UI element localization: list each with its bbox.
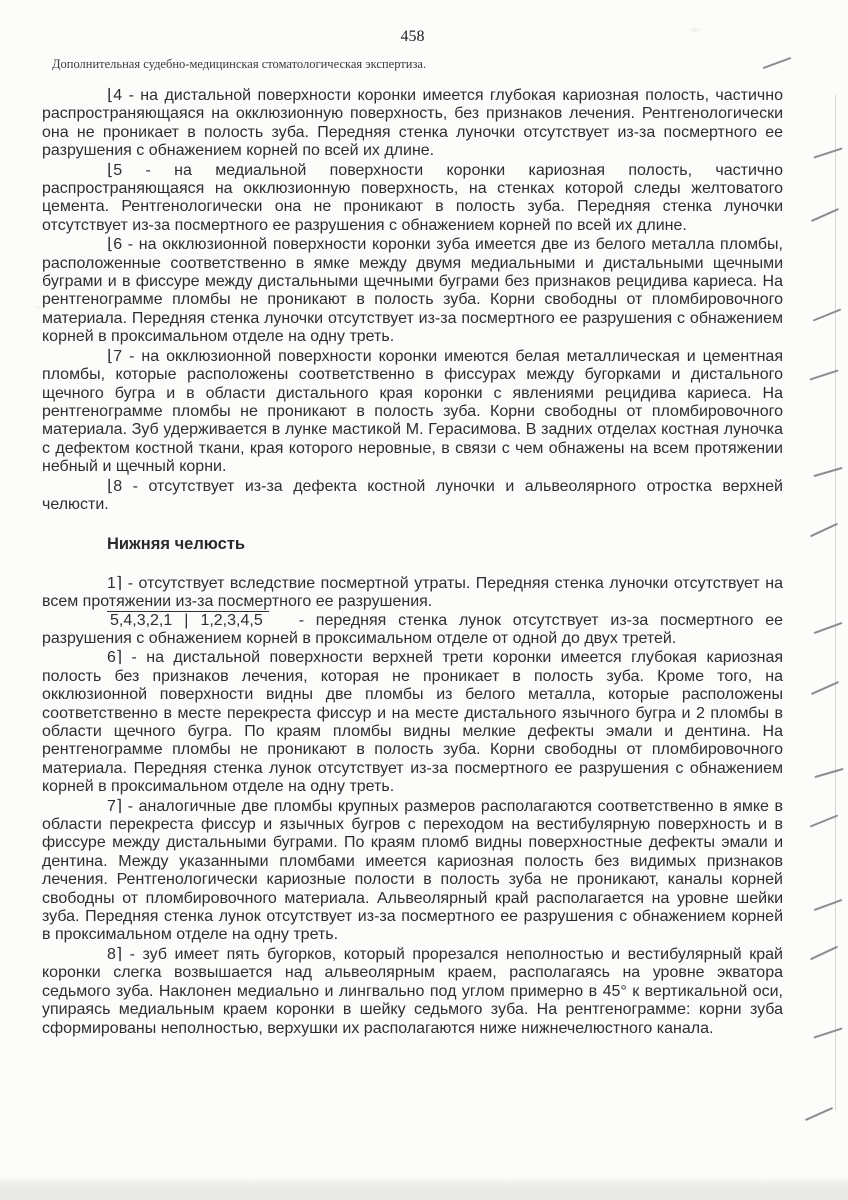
upper-jaw-paragraph-tooth-4 — [42, 86, 783, 161]
tooth-notation: ⌊4 — [107, 85, 123, 104]
binding-mark — [813, 467, 842, 477]
binding-mark — [813, 147, 842, 158]
palmer-notation-marker: ⌉ — [115, 572, 123, 592]
lower-jaw-paragraph-tooth-7 — [42, 797, 783, 945]
tooth-notation: 6⌉ — [107, 647, 123, 667]
lower-jaw-section — [42, 574, 783, 1038]
palmer-notation-marker: ⌉ — [115, 943, 123, 963]
tooth-notation: 7⌉ — [107, 795, 123, 815]
binding-mark — [813, 1027, 842, 1038]
binding-mark — [814, 622, 843, 634]
palmer-notation-marker: ⌊ — [107, 345, 114, 365]
paragraph-text: - отсутствует из-за дефекта костной луночки и альвеолярного отростка верхней челюсти. — [42, 477, 783, 513]
tooth-notation: ⌊5 — [107, 159, 123, 179]
paragraph-text: - на медиальной поверхности коронки кариозная полость, частично распространяющаяся на окклюзионную поверхность, на стенках которой следы желтоватого цемента. Рентгенологически она не проникают в полость зуба. Передняя стенка луночки отсутствует из-за посмертного ее разрушения с обнажением корней по всей их длине. — [42, 161, 783, 234]
upper-jaw-paragraph-tooth-7 — [42, 347, 783, 477]
paragraph-text: - зуб имеет пять бугорков, который прорезался неполностью и вестибулярный край коронки слегка возвышается над альвеолярным краем, располагаясь на уровне экватора седьмого зуба. Наклонен медиально и лингвально под углом примерно в 45° к вертикальной оси, упираясь медиальным краем коронки в шейку седьмого зуба. На рентгенограмме: корни зуба сформированы неполностью, верхушки их располагаются ниже нижнечелюстного канала. — [42, 945, 783, 1037]
paragraph-text: - передняя стенка лунок отсутствует из-за посмертного ее разрушения с обнажением корней в проксимальном отделе от одной до двух третей. — [42, 611, 783, 647]
binding-mark — [810, 523, 838, 537]
binding-mark — [814, 768, 843, 778]
scan-noise-speck — [36, 306, 42, 309]
tooth-notation: ⌊8 — [107, 475, 123, 495]
document-header: Дополнительная судебно-медицинская стоматологическая экспертиза. — [52, 57, 427, 71]
palmer-notation-marker: ⌊ — [107, 159, 114, 179]
lower-jaw-paragraph-tooth-1 — [42, 574, 783, 612]
tooth-notation: 1⌉ — [107, 572, 123, 592]
palmer-notation-marker: ⌊ — [107, 234, 114, 254]
binding-mark — [805, 1107, 833, 1121]
upper-jaw-paragraph-tooth-8 — [42, 477, 783, 515]
upper-jaw-section — [42, 86, 783, 514]
tooth-notation: ⌊7 — [107, 345, 123, 365]
binding-mark — [810, 814, 839, 827]
page-number: 458 — [400, 28, 425, 45]
scan-page-edge-line — [835, 95, 836, 1110]
scanner-shadow-band — [0, 1178, 848, 1200]
palmer-notation-marker: ⌊ — [107, 475, 114, 495]
palmer-notation-marker: ⌊ — [107, 85, 114, 104]
palmer-notation-marker: ⌉ — [115, 795, 123, 815]
upper-jaw-paragraph-tooth-5 — [42, 161, 783, 236]
paragraph-text: - на окклюзионной поверхности коронки имеются белая металлическая и цементная пломбы, которые расположены соответственно в фиссурах между бугорками и дистального щечного бугра и в области дистального края коронки с явлениями рецидива кариеса. На рентгенограмме пломбы не проникают в полость зуба. Корни свободны от пломбировочного материала. Зуб удерживается в лунке мастикой М. Герасимова. В задних отделах костная луночка с дефектом костной ткани, края которого неровные, в связи с чем обнажены на всем протяжении небный и щечный корни. — [42, 347, 783, 476]
tooth-notation: 8⌉ — [107, 943, 123, 963]
paragraph-text: - на дистальной поверхности коронки имеется глубокая кариозная полость, частично распространяющаяся на окклюзионную поверхность, без признаков лечения. Рентгенологически она не проникает в полость зуба. Передняя стенка луночки отсутствует из-за посмертного ее разрушения с обнажением корней по всей их длине. — [42, 87, 783, 160]
scan-noise-speck — [690, 28, 700, 32]
dental-formula-notation: 5,4,3,2,1 | 1,2,3,4,5 — [107, 611, 269, 629]
binding-mark — [763, 57, 792, 69]
palmer-notation-marker: ⌉ — [115, 647, 123, 667]
paragraph-text: - отсутствует вследствие посмертной утраты. Передняя стенка луночки отсутствует на всем протяжении из-за посмертного ее разрушения. — [42, 574, 783, 611]
binding-mark — [810, 946, 838, 960]
lower-jaw-paragraph-tooth-8 — [42, 945, 783, 1038]
lower-jaw-heading: Нижняя челюсть — [107, 535, 246, 554]
paragraph-text: - на дистальной поверхности верхней трети коронки имеется глубокая кариозная полость без признаков лечения, которая не проникает в полость зуба. Кроме того, на окклюзионной поверхности видны две пломбы из белого металла, которые расположены соответственно в месте перекреста фиссур и на месте дистального язычного бугра и 2 пломбы в области щечного бугра. По краям пломбы видны мелкие дефекты эмали и дентина. На рентгенограмме пломбы не проникают в полость зуба. Корни свободны от пломбировочного материала. Передняя стенка лунок отсутствует из-за посмертного ее разрушения с обнажением корней в проксимальном отделе на одну треть. — [42, 649, 783, 796]
paragraph-text: - на окклюзионной поверхности коронки зуба имеется две из белого металла пломбы, расположенные соответственно в ямке между двумя медиальными и дистальными щечными буграми и в фиссуре между дистальными щечными буграми без признаков рецидива кариеса. На рентгенограмме пломбы не проникают в полость зуба. Корни свободны от пломбировочного материала. Передняя стенка луночки отсутствует из-за посмертного ее разрушения с обнажением корней в проксимальном отделе на одну треть. — [42, 236, 783, 346]
binding-mark — [814, 899, 843, 911]
binding-mark — [813, 308, 842, 321]
upper-jaw-paragraph-tooth-6 — [42, 235, 783, 346]
paragraph-text: - аналогичные две пломбы крупных размеров располагаются соответственно в ямке в области перекреста фиссур и язычных бугров с переходом на вестибулярную поверхность и в фиссуре между дистальными буграми. По краям пломб видны поверхностные дефекты эмали и дентина. Между указанными пломбами имеется кариозная полость без видимых признаков лечения. Рентгенологически кариозные полости в полость зуба не проникают, каналы корней свободны от пломбировочного материала. Альвеолярный край располагается на уровне шейки зуба. Передняя стенка лунок отсутствует из-за посмертного ее разрушения с обнажением корней в проксимальном отделе на одну треть. — [42, 797, 783, 944]
tooth-notation: ⌊6 — [107, 234, 123, 254]
lower-jaw-paragraph-tooth-6 — [42, 648, 783, 796]
document-body — [42, 86, 783, 1038]
lower-jaw-paragraph-formula — [42, 612, 783, 649]
